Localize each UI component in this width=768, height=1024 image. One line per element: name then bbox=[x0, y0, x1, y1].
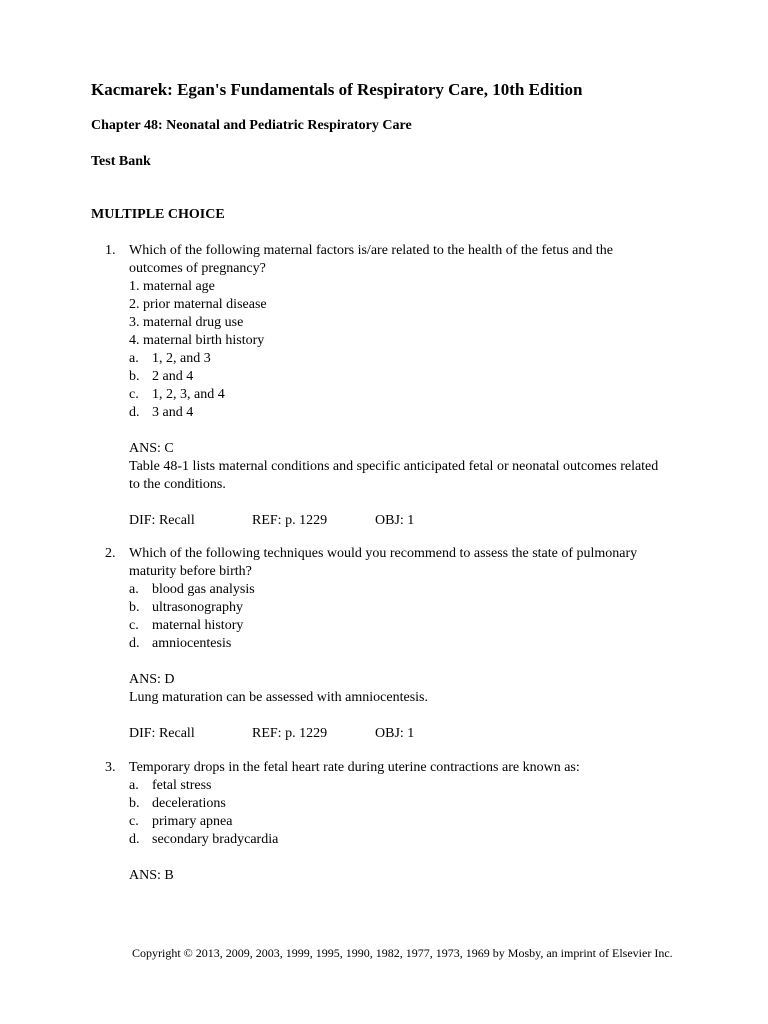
objective: OBJ: 1 bbox=[375, 513, 415, 528]
question-stem-line: outcomes of pregnancy? bbox=[129, 261, 266, 276]
answer-option-b: b. 2 and 4 bbox=[129, 369, 194, 384]
page-reference: REF: p. 1229 bbox=[252, 513, 328, 528]
question-stem-line: 4. maternal birth history bbox=[129, 333, 265, 348]
answer-key: ANS: D bbox=[129, 672, 175, 687]
difficulty: DIF: Recall bbox=[129, 513, 195, 528]
rationale-line: to the conditions. bbox=[129, 477, 226, 492]
question-stem-line: maturity before birth? bbox=[129, 564, 252, 579]
objective: OBJ: 1 bbox=[375, 726, 415, 741]
question-number: 2. bbox=[105, 546, 116, 561]
difficulty: DIF: Recall bbox=[129, 726, 195, 741]
question-stem-line: 2. prior maternal disease bbox=[129, 297, 267, 312]
answer-option-d: d. 3 and 4 bbox=[129, 405, 194, 420]
answer-key: ANS: C bbox=[129, 441, 174, 456]
question-number: 1. bbox=[105, 243, 116, 258]
answer-option-a: a. 1, 2, and 3 bbox=[129, 351, 211, 366]
answer-option-b: b. ultrasonography bbox=[129, 600, 243, 615]
answer-option-d: d. amniocentesis bbox=[129, 636, 232, 651]
answer-option-a: a. blood gas analysis bbox=[129, 582, 255, 597]
answer-option-a: a. fetal stress bbox=[129, 778, 212, 793]
question-stem-line: Which of the following maternal factors is/are related to the health of the fetus and the bbox=[129, 243, 613, 258]
copyright-footer: Copyright © 2013, 2009, 2003, 1999, 1995, 1990, 1982, 1977, 1973, 1969 by Mosby, an imprint of Elsevier Inc. bbox=[132, 946, 673, 960]
question-2 bbox=[91, 545, 731, 743]
answer-option-c: c. 1, 2, 3, and 4 bbox=[129, 387, 225, 402]
section-heading: MULTIPLE CHOICE bbox=[91, 207, 225, 222]
answer-option-c: c. primary apnea bbox=[129, 814, 233, 829]
answer-key: ANS: B bbox=[129, 868, 174, 883]
question-stem-line: Which of the following techniques would you recommend to assess the state of pulmonary bbox=[129, 546, 638, 561]
question-metadata bbox=[129, 725, 731, 743]
rationale-line: Table 48-1 lists maternal conditions and specific anticipated fetal or neonatal outcomes related bbox=[129, 459, 659, 474]
question-1 bbox=[91, 242, 731, 530]
answer-option-c: c. maternal history bbox=[129, 618, 244, 633]
question-number: 3. bbox=[105, 760, 116, 775]
question-metadata bbox=[129, 512, 731, 530]
chapter-title: Chapter 48: Neonatal and Pediatric Respiratory Care bbox=[91, 118, 412, 133]
book-title: Kacmarek: Egan's Fundamentals of Respiratory Care, 10th Edition bbox=[91, 80, 583, 99]
answer-option-d: d. secondary bradycardia bbox=[129, 832, 279, 847]
question-stem-line: Temporary drops in the fetal heart rate during uterine contractions are known as: bbox=[129, 760, 580, 775]
question-3 bbox=[91, 759, 731, 885]
test-bank-heading: Test Bank bbox=[91, 154, 151, 169]
answer-option-b: b. decelerations bbox=[129, 796, 226, 811]
page-reference: REF: p. 1229 bbox=[252, 726, 328, 741]
rationale-line: Lung maturation can be assessed with amniocentesis. bbox=[129, 690, 428, 705]
question-stem-line: 3. maternal drug use bbox=[129, 315, 244, 330]
question-stem-line: 1. maternal age bbox=[129, 279, 215, 294]
